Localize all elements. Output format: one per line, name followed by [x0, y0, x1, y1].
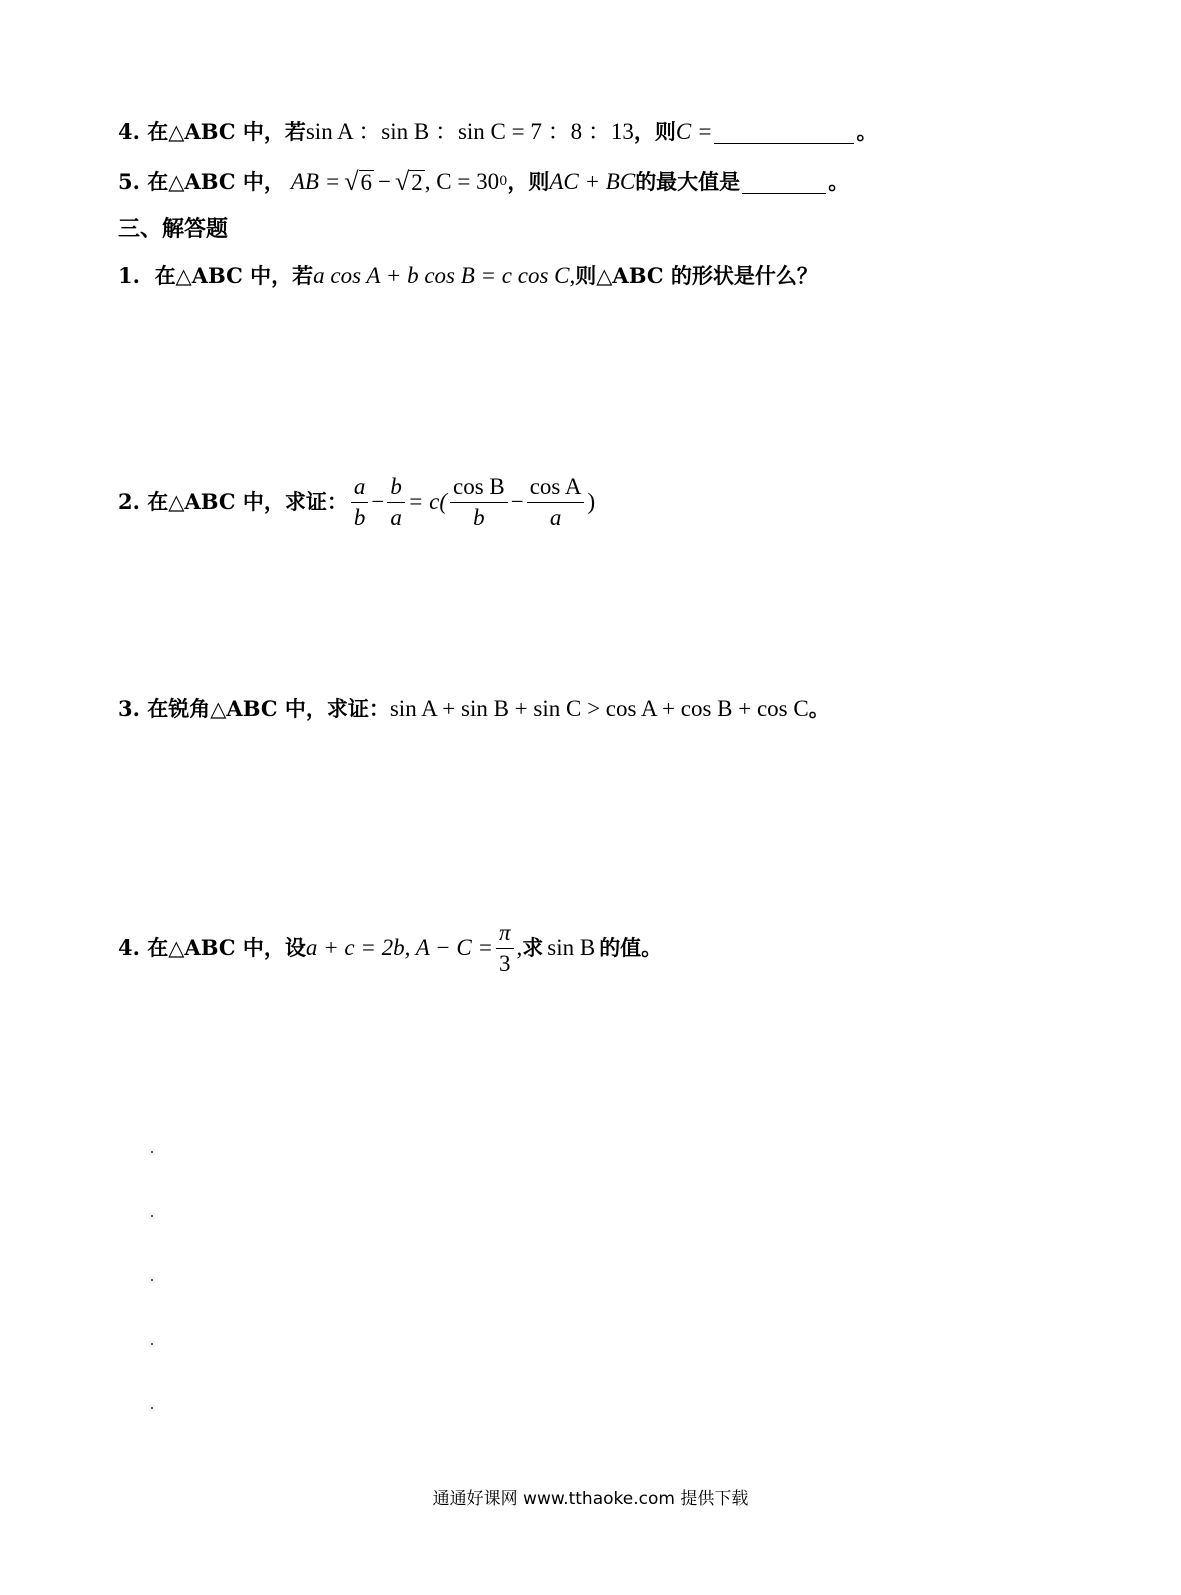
question-intro: 在△ABC 中，设 [147, 935, 306, 960]
question-ask: 求 [522, 935, 544, 960]
page-footer: 通通好课网 www.tthaoke.com 提供下载 [432, 1489, 749, 1509]
question-intro: 在锐角△ABC 中，求证： [147, 696, 390, 721]
question-intro: 在△ABC 中，求证： [147, 489, 348, 514]
question-intro: 在△ABC 中， [147, 169, 285, 194]
equals-c: = c( [407, 489, 447, 514]
solve-question-4: 4 . 在△ABC 中，设 a + c = 2b, A − C = $\frac{\pi}{3}$ , 求 sin B 的值。 [118, 919, 663, 976]
question-ask: C = [675, 119, 713, 144]
minus-sign: − [371, 489, 385, 514]
condition-expression: a + c = 2b, A − C = [305, 935, 493, 960]
question-intro: 在△ABC 中，若 [154, 263, 314, 288]
question-intro: 在△ABC 中，若 [147, 119, 306, 144]
inequality-expression: sin A + sin B + sin C > cos A + cos B + cos C [389, 696, 809, 721]
scan-dot [151, 1343, 153, 1345]
sum-expression: AC + BC [549, 169, 636, 194]
question-end: 。 [856, 119, 878, 144]
minus-sign: − [510, 489, 524, 514]
angle-condition: , C = 30 [424, 169, 500, 194]
scan-dot [151, 1279, 153, 1281]
degree-superscript: 0 [499, 174, 508, 189]
question-mid: ，则 [633, 119, 676, 144]
ratio-expression: sin A ：sin B ：sin C = 7 ：8 ：13 [305, 119, 634, 144]
question-ask: 的最大值是 [635, 169, 741, 194]
radical-icon: √ [395, 167, 410, 196]
solve-question-3: 3 . 在锐角△ABC 中，求证： sin A + sin B + sin C > cos A + cos B + cos C 。 [118, 696, 830, 721]
question-number: 1 [118, 263, 133, 288]
fraction-cosa-over-a: $\frac{\text{cos A}}{a}$ [527, 474, 585, 531]
question-number: 5 [118, 169, 133, 194]
fill-question-4: 4 . 在△ABC 中，若 sin A ：sin B ：sin C = 7 ：8 ：13 ，则 C = 。 [118, 119, 878, 144]
condition-expression: a cos A + b cos B = c cos C, [313, 263, 576, 288]
fraction-a-over-b: $\frac{a}{b}$ [351, 474, 369, 531]
sqrt-6: √ 6 [344, 167, 373, 196]
question-number: 2 [118, 489, 133, 514]
radical-icon: √ [344, 167, 359, 196]
ab-label: AB = [290, 169, 341, 194]
fraction-pi-over-3: $\frac{\pi}{3}$ [496, 920, 514, 977]
question-mid: ，则 [507, 169, 550, 194]
question-number: 3 [118, 696, 133, 721]
question-end: 的值。 [599, 935, 663, 960]
answer-blank[interactable] [714, 121, 854, 144]
fill-question-5: 5 . 在△ABC 中， AB = √ 6 − √ 2 , C = 30 0 ，则 AC + BC 的最大值是 。 [118, 167, 850, 196]
comma: , [516, 935, 523, 960]
answer-blank[interactable] [742, 171, 826, 194]
solve-question-2: 2 . 在△ABC 中，求证： $\frac{a}{b}$ − $\frac{b}{a}$ = c( $\frac{\text{cos B}}{b}$ − $\frac{\text{cos A}}{a}$ ) [118, 473, 596, 530]
question-end: 。 [808, 696, 830, 721]
sqrt-2: √ 2 [395, 167, 423, 196]
close-paren: ) [587, 489, 596, 514]
minus-sign: − [378, 169, 391, 194]
section-title: 三、解答题 [118, 216, 229, 242]
question-end: 。 [828, 169, 850, 194]
solve-question-1: 1 . 在△ABC 中，若 a cos A + b cos B = c cos C, 则△ABC 的形状是什么？ [118, 263, 818, 288]
scan-dot [151, 1215, 153, 1217]
fraction-cosb-over-b: $\frac{\text{cos B}}{b}$ [450, 474, 508, 531]
scan-dot [151, 1407, 153, 1409]
scan-dot [151, 1151, 153, 1153]
sin-b: sin B [547, 935, 596, 960]
question-ask: 则△ABC 的形状是什么？ [575, 263, 818, 288]
question-number: 4 [118, 935, 133, 960]
fraction-b-over-a: $\frac{b}{a}$ [387, 474, 405, 531]
question-number: 4 [118, 119, 133, 144]
